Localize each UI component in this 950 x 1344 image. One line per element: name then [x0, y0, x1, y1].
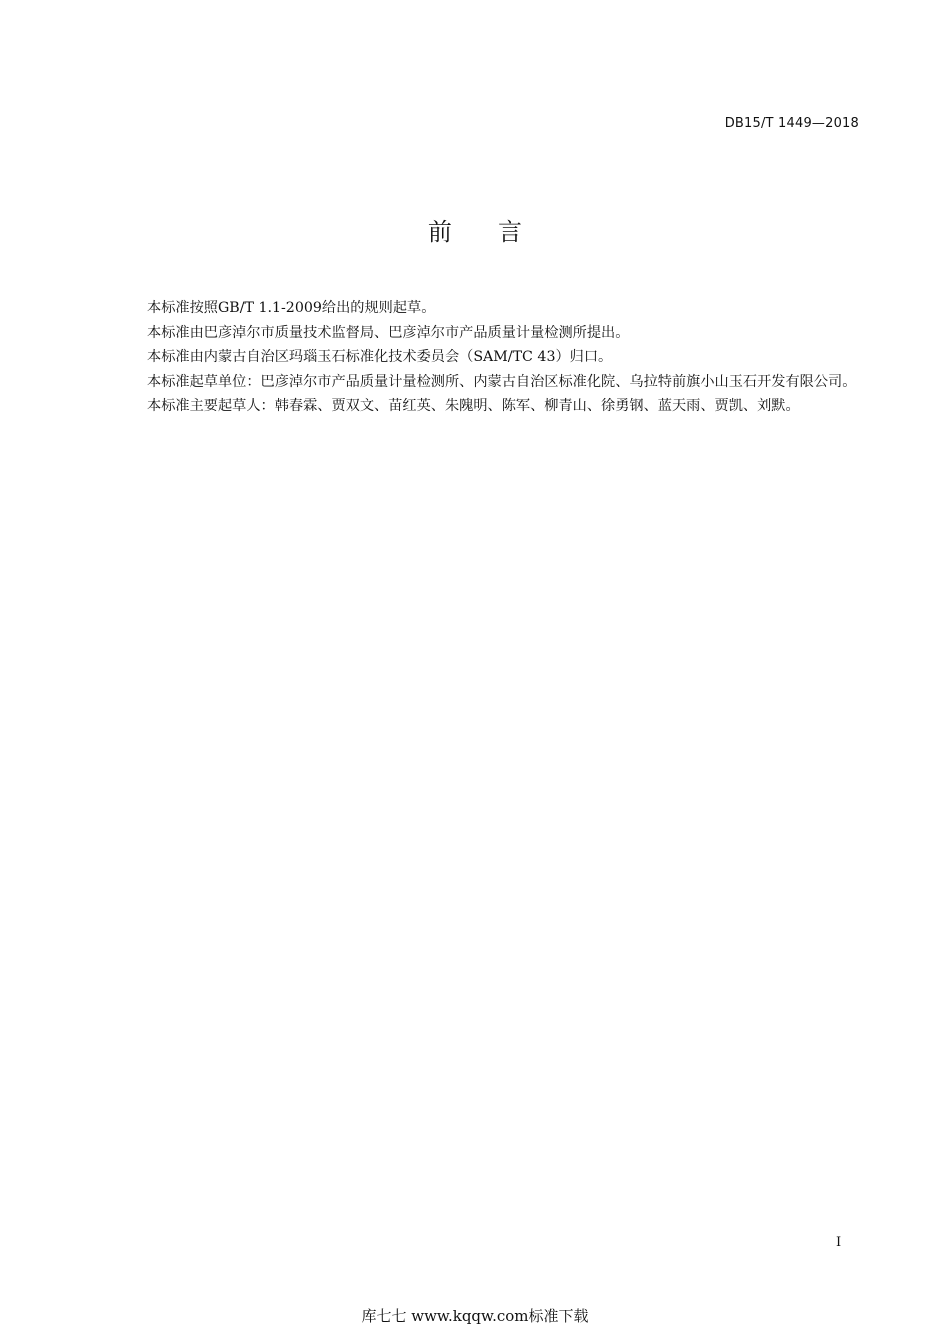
page-title: [0, 212, 950, 247]
paragraph-proposed-by: 本标准由巴彦淖尔市质量技术监督局、巴彦淖尔市产品质量计量检测所提出。: [147, 324, 630, 341]
paragraph-drafters: 本标准主要起草人：韩春霖、贾双文、苗红英、朱隗明、陈军、柳青山、徐勇钢、蓝天雨、贾凯、刘默。: [147, 398, 800, 414]
page-number: I: [836, 1235, 842, 1250]
paragraph-drafting-units: 本标准起草单位：巴彦淖尔市产品质量计量检测所、内蒙古自治区标准化院、乌拉特前旗小山玉石开发有限公司。: [147, 373, 857, 390]
standard-code: DB15/T 1449—2018: [724, 116, 859, 131]
footer-watermark: 库七七 www.kqqw.com标准下载: [361, 1307, 589, 1325]
title-char-2: 言: [498, 218, 523, 246]
foreword-body: [114, 296, 862, 419]
paragraph-drafting-rules: 本标准按照GB/T 1.1-2009给出的规则起草。: [147, 300, 436, 316]
title-char-1: 前: [427, 218, 452, 246]
paragraph-centralized-by: 本标准由内蒙古自治区玛瑙玉石标准化技术委员会（SAM/TC 43）归口。: [147, 349, 613, 365]
